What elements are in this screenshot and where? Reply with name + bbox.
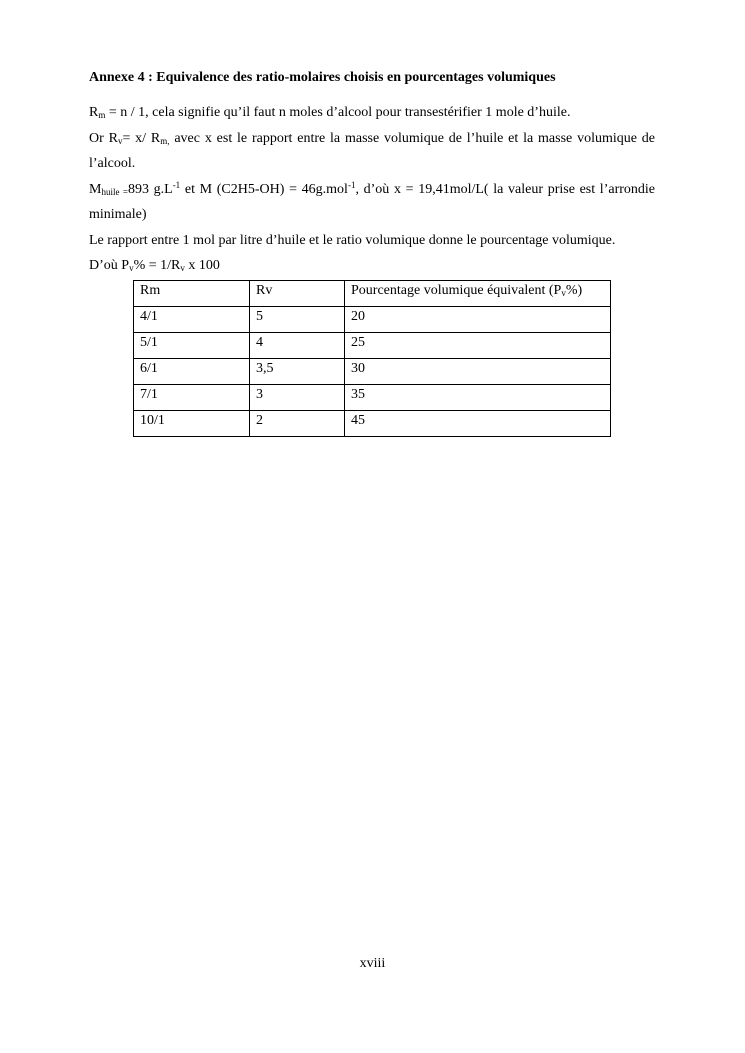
paragraph-masses: [89, 177, 655, 228]
cell-pv: 25: [345, 332, 611, 358]
cell-rm: 6/1: [134, 358, 250, 384]
cell-rv: 5: [250, 306, 345, 332]
header-rv: Rv: [250, 280, 345, 306]
cell-pv: 30: [345, 358, 611, 384]
mass-text-c: et M (C2H5-OH) = 46g.mol: [180, 181, 348, 197]
cell-rm: 10/1: [134, 410, 250, 436]
mass-subscript: huile =: [101, 186, 128, 197]
mass-text-a: M: [89, 181, 102, 197]
cell-rm: 4/1: [134, 306, 250, 332]
rv-text-a: Or R: [89, 130, 118, 146]
header-rm: Rm: [134, 280, 250, 306]
cell-pv: 35: [345, 384, 611, 410]
rm-subscript-2: m,: [160, 135, 170, 146]
table-row: [134, 358, 611, 384]
table-row: [134, 332, 611, 358]
annex-heading: Annexe 4 : Equivalence des ratio-molaires choisis en pourcentages volumiques: [89, 70, 556, 85]
mass-text-b: 893 g.L: [127, 181, 173, 197]
cell-pv: 20: [345, 306, 611, 332]
rm-symbol: R: [89, 105, 99, 120]
cell-pv: 45: [345, 410, 611, 436]
mass-superscript-2: -1: [347, 179, 356, 190]
formula-subscript-1: v: [129, 263, 134, 273]
formula-subscript-2: v: [180, 263, 185, 273]
header-pv: Pourcentage volumique équivalent $(P_v\%)$: [345, 280, 611, 306]
cell-rv: 3: [250, 384, 345, 410]
cell-rv: 4: [250, 332, 345, 358]
table-header-row: [134, 280, 611, 306]
document-page: [89, 68, 655, 437]
rm-subscript: m: [98, 110, 106, 120]
cell-rm: 5/1: [134, 332, 250, 358]
formula-text-c: x 100: [184, 258, 220, 273]
rm-text: = n / 1, cela signifie qu’il faut n moles d’alcool pour transestérifier 1 mole d’huile.: [105, 105, 571, 120]
table-row: [134, 384, 611, 410]
paragraph-rm-definition: [89, 100, 655, 126]
paragraph-rv-definition: [89, 126, 655, 177]
table-row: [134, 306, 611, 332]
rv-text-b: = x/ R: [122, 130, 161, 146]
cell-rm: 7/1: [134, 384, 250, 410]
mass-text-d: , d’où x = 19,41mol/L( la valeur prise est l’arrondie minimale): [89, 181, 655, 222]
equivalence-table: [133, 280, 611, 437]
formula-text-a: D’où P: [89, 258, 130, 273]
paragraph-formula: [89, 253, 655, 279]
mass-superscript-1: -1: [172, 179, 181, 190]
table-row: [134, 410, 611, 436]
formula-text-b: % = 1/R: [133, 258, 181, 273]
paragraph-ratio: Le rapport entre 1 mol par litre d’huile et le ratio volumique donne le pourcentage volumique.: [89, 232, 616, 248]
rv-text-c: avec x est le rapport entre la masse volumique de l’huile et la masse volumique de l’alcool.: [89, 130, 655, 171]
rv-subscript: v: [117, 135, 123, 146]
cell-rv: 2: [250, 410, 345, 436]
page-number: xviii: [359, 956, 386, 971]
cell-rv: 3,5: [250, 358, 345, 384]
